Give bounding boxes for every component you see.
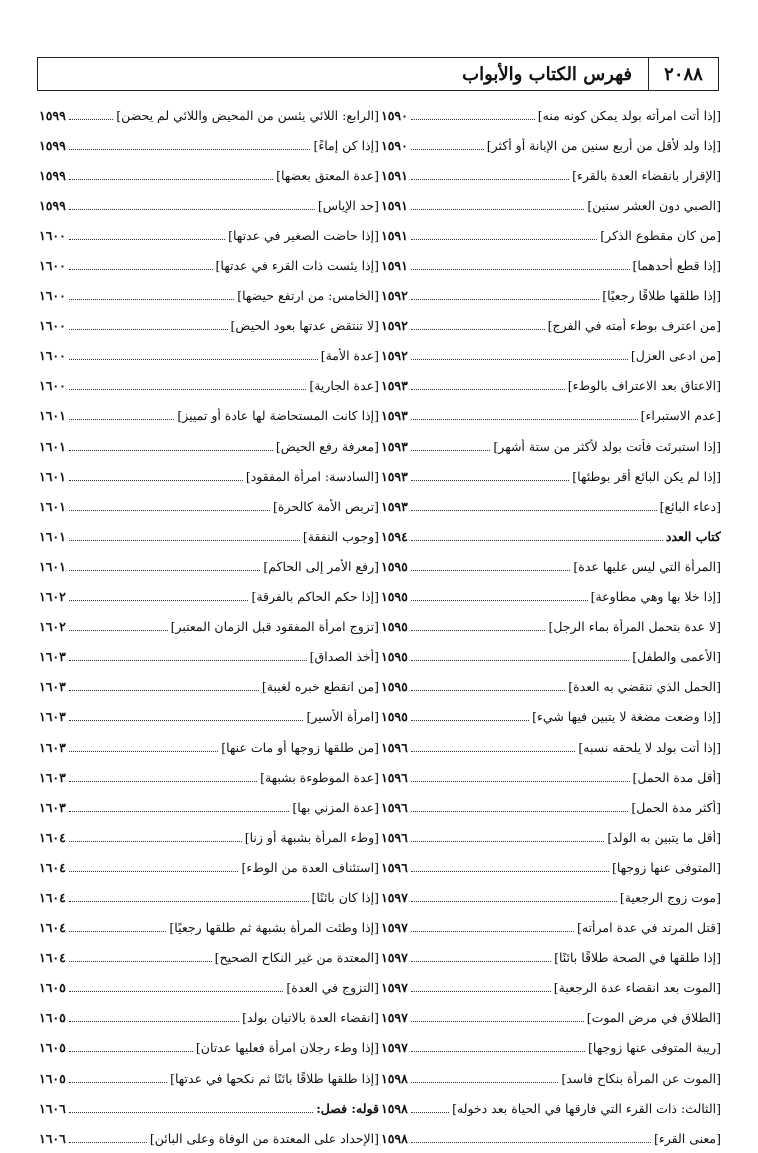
dot-leader [69,931,167,932]
dot-leader [411,480,569,481]
index-entry [381,461,721,491]
index-column-left [39,100,379,1146]
dot-leader [411,419,638,420]
dot-leader [411,961,551,962]
entry-page-number: ١٥٩٢ [381,348,408,364]
dot-leader [69,1021,239,1022]
index-entry [39,341,379,371]
entry-title: [الموت بعد انقضاء عدة الرجعية] [553,980,721,996]
entry-title: [من انقطع خبره لغيبة] [261,679,379,695]
entry-title: [إذا استبرئت فأتت بولد لأكثر من ستة أشهر] [493,438,721,454]
dot-leader [411,690,565,691]
dot-leader [69,359,318,360]
dot-leader [69,901,309,902]
index-column-right [381,100,721,1146]
dot-leader [69,480,243,481]
entry-page-number: ١٦٠١ [39,438,66,454]
entry-title: [الموت عن المرأة بنكاح فاسد] [561,1070,721,1086]
dot-leader [411,1142,651,1143]
entry-page-number: ١٦٠٥ [39,1070,66,1086]
dot-leader [69,781,257,782]
index-entry [39,913,379,943]
entry-title: [أقل مدة الحمل] [632,769,721,785]
dot-leader [69,660,307,661]
index-entry [39,491,379,521]
index-entry [381,521,721,551]
entry-page-number: ١٥٩٧ [381,950,408,966]
entry-title: [من ادعى العزل] [630,348,721,364]
dot-leader [411,901,617,902]
entry-title: [عدم الاستبراء] [640,408,721,424]
index-entry [381,1063,721,1093]
entry-page-number: ١٥٩٩ [39,167,66,183]
index-entry [39,1123,379,1153]
entry-title: [موت زوج الرجعية] [619,889,721,905]
entry-page-number: ١٦٠٣ [39,649,66,665]
index-entry [39,431,379,461]
dot-leader [69,149,311,150]
dot-leader [411,299,599,300]
index-entry [39,281,379,311]
index-entry [39,190,379,220]
index-entry [39,1003,379,1033]
index-entry [39,401,379,431]
dot-leader [411,811,628,812]
entry-title: [أخذ الصداق] [309,649,379,665]
entry-title: [إذا يئست ذات القرء في عدتها] [215,258,379,274]
index-entry [381,1033,721,1063]
dot-leader [69,600,249,601]
dot-leader [411,179,569,180]
dot-leader [411,119,535,120]
dot-leader [69,751,218,752]
dot-leader [69,1051,193,1052]
index-entry [381,1123,721,1153]
entry-title: [الحمل الذي تنقضي به العدة] [568,679,721,695]
index-entry [39,220,379,250]
index-entry [381,491,721,521]
index-entry [381,551,721,581]
entry-title: [السادسة: امرأة المفقود] [245,468,379,484]
entry-page-number: ١٦٠٣ [39,739,66,755]
dot-leader [411,239,597,240]
entry-page-number: ١٥٩٧ [381,920,408,936]
entry-page-number: ١٥٩٢ [381,288,408,304]
index-entry [381,943,721,973]
entry-page-number: ١٥٩٧ [381,1040,408,1056]
entry-title: [ريبة المتوفى عنها زوجها] [588,1040,721,1056]
entry-page-number: ١٦٠٢ [39,619,66,635]
index-entry [381,642,721,672]
dot-leader [69,299,234,300]
entry-page-number: ١٥٩١ [381,197,408,213]
entry-page-number: ١٥٩٩ [39,137,66,153]
entry-page-number: ١٥٩٦ [381,829,408,845]
entry-page-number: ١٦٠١ [39,558,66,574]
entry-page-number: ١٥٩٤ [381,528,408,544]
entry-title: [إذا وطئت المرأة بشبهة ثم طلقها رجعيًا] [169,920,379,936]
entry-page-number: ١٥٩٣ [381,438,408,454]
entry-page-number: ١٦٠٠ [39,318,66,334]
index-entry [39,1063,379,1093]
index-entry [39,852,379,882]
page-number: ٢٠٨٨ [648,58,718,90]
entry-page-number: ١٦٠٠ [39,348,66,364]
entry-title: [امرأة الأسير] [306,709,379,725]
entry-page-number: ١٥٩٦ [381,739,408,755]
dot-leader [411,751,576,752]
page-title: فهرس الكتاب والأبواب [462,63,632,85]
index-entry [39,943,379,973]
index-entry [381,130,721,160]
dot-leader [411,630,546,631]
dot-leader [411,720,529,721]
index-entry [381,672,721,702]
index-entry [381,341,721,371]
index-entry [381,882,721,912]
entry-title: [عدة الجارية] [309,378,379,394]
page-header [37,57,719,91]
entry-page-number: ١٥٩٢ [381,318,408,334]
entry-title: [إذا أتت امرأته بولد يمكن كونه منه] [537,107,721,123]
entry-title: [الخامس: من ارتفع حيضها] [237,288,379,304]
index-entry [381,762,721,792]
dot-leader [411,600,588,601]
entry-page-number: ١٦٠٥ [39,980,66,996]
entry-page-number: ١٥٩٥ [381,589,408,605]
index-entry [39,973,379,1003]
dot-leader [69,450,273,451]
entry-title: [إذا لم يكن البائع أقر بوطئها] [572,468,721,484]
dot-leader [69,570,260,571]
index-entry [381,973,721,1003]
dot-leader [411,149,484,150]
dot-leader [69,841,242,842]
index-entry [381,582,721,612]
dot-leader [411,991,551,992]
dot-leader [69,329,228,330]
entry-title: [الثالث: ذات القرء التي فارقها في الحياة بعد دخوله] [452,1100,721,1116]
entry-page-number: ١٦٠٤ [39,920,66,936]
entry-page-number: ١٦٠٣ [39,709,66,725]
index-entry [381,792,721,822]
entry-page-number: ١٥٩٠ [381,107,408,123]
entry-title: [إذا حكم الحاكم بالفرقة] [251,589,379,605]
entry-title: [حد الإياس] [317,197,379,213]
entry-page-number: ١٥٩٥ [381,558,408,574]
dot-leader [69,1112,313,1113]
entry-page-number: ١٥٩٧ [381,889,408,905]
entry-title: [قتل المرتد في عدة امرأته] [577,920,721,936]
entry-page-number: ١٥٩٣ [381,468,408,484]
entry-page-number: ١٦٠٠ [39,258,66,274]
index-entry [381,371,721,401]
entry-title: [معرفة رفع الحيض] [275,438,379,454]
dot-leader [69,119,113,120]
dot-leader [69,419,174,420]
dot-leader [69,179,273,180]
entry-title: [معنى القرء] [653,1130,721,1146]
entry-title: [الصبي دون العشر سنين] [587,197,721,213]
index-entry [39,582,379,612]
entry-page-number: ١٥٩٦ [381,859,408,875]
entry-title: قوله: فصل: [316,1100,379,1116]
dot-leader [411,1082,559,1083]
index-entry [381,311,721,341]
entry-title: [تزوج امرأة المفقود قبل الزمان المعتبر] [170,619,379,635]
entry-title: [إذا كن إماءً] [313,137,379,153]
dot-leader [69,1142,147,1143]
dot-leader [69,630,168,631]
entry-title: [وطء المرأة بشبهة أو زنا] [244,829,379,845]
entry-title: [إذا كانت المستحاضة لها عادة أو تمييز] [177,408,379,424]
entry-page-number: ١٦٠٠ [39,378,66,394]
entry-title: [وجوب النفقة] [302,528,379,544]
dot-leader [69,209,315,210]
entry-page-number: ١٥٩٧ [381,980,408,996]
index-entry [381,913,721,943]
entry-page-number: ١٦٠٥ [39,1010,66,1026]
index-entry [39,612,379,642]
dot-leader [411,269,630,270]
dot-leader [411,841,604,842]
entry-title: [إذا خلا بها وهي مطاوعة] [590,589,721,605]
entry-page-number: ١٦٠٤ [39,829,66,845]
index-entry [381,1003,721,1033]
entry-title: [رفع الأمر إلى الحاكم] [263,558,379,574]
index-entry [381,612,721,642]
index-entry [39,551,379,581]
index-entry [381,160,721,190]
entry-title: [إذا وضعت مضغة لا يتبين فيها شيء] [532,709,721,725]
dot-leader [69,811,290,812]
entry-page-number: ١٥٩٦ [381,799,408,815]
index-entry [39,702,379,732]
entry-page-number: ١٦٠١ [39,468,66,484]
dot-leader [411,329,545,330]
dot-leader [411,871,609,872]
entry-title: [الإحداد على المعتدة من الوفاة وعلى البائن] [149,1130,379,1146]
entry-page-number: ١٥٩٥ [381,679,408,695]
index-entry [39,311,379,341]
entry-title: [الإقرار بانقضاء العدة بالقرء] [572,167,721,183]
index-entry [381,732,721,762]
entry-page-number: ١٥٩٧ [381,1010,408,1026]
index-entry [39,732,379,762]
entry-title: [الأعمى والطفل] [632,649,721,665]
entry-page-number: ١٥٩٩ [39,197,66,213]
entry-title: [أكثر مدة الحمل] [631,799,721,815]
dot-leader [411,931,574,932]
index-entry [39,672,379,702]
entry-page-number: ١٦٠٣ [39,769,66,785]
entry-page-number: ١٥٩١ [381,167,408,183]
index-entry [381,250,721,280]
dot-leader [69,720,304,721]
entry-page-number: ١٦٠٤ [39,950,66,966]
dot-leader [411,540,663,541]
entry-title: [إذا أتت بولد لا يلحقه نسبه] [578,739,721,755]
entry-page-number: ١٦٠١ [39,498,66,514]
entry-page-number: ١٥٩٥ [381,709,408,725]
entry-page-number: ١٥٩٣ [381,378,408,394]
dot-leader [411,510,657,511]
entry-page-number: ١٦٠٥ [39,1040,66,1056]
entry-title: [عدة المعتق بعضها] [276,167,379,183]
entry-title: [عدة الأمة] [320,348,379,364]
entry-title: [الطلاق في مرض الموت] [586,1010,721,1026]
entry-title: [الاعتاق بعد الاعتراف بالوطء] [567,378,721,394]
index-entry [39,1033,379,1063]
entry-page-number: ١٦٠٦ [39,1130,66,1146]
entry-page-number: ١٦٠٤ [39,889,66,905]
dot-leader [69,1082,167,1083]
dot-leader [411,570,571,571]
index-entry [381,220,721,250]
index-entry [39,100,379,130]
dot-leader [411,1021,584,1022]
entry-page-number: ١٦٠٣ [39,799,66,815]
dot-leader [411,359,628,360]
entry-page-number: ١٦٠١ [39,408,66,424]
dot-leader [411,1051,585,1052]
entry-page-number: ١٥٩٨ [381,1130,408,1146]
dot-leader [69,239,225,240]
entry-title: [عدة المزني بها] [292,799,379,815]
dot-leader [69,961,212,962]
index-entry [39,792,379,822]
entry-page-number: ١٥٩١ [381,258,408,274]
index-entry [39,461,379,491]
entry-page-number: ١٦٠٠ [39,288,66,304]
index-entry [381,190,721,220]
index-entry [39,130,379,160]
entry-page-number: ١٥٩٠ [381,137,408,153]
dot-leader [411,389,565,390]
entry-page-number: ١٥٩٣ [381,498,408,514]
entry-page-number: ١٥٩٨ [381,1070,408,1086]
entry-page-number: ١٥٩٨ [381,1100,408,1116]
entry-page-number: ١٦٠٤ [39,859,66,875]
entry-title: [إذا وطء رجلان امرأة فعليها عدتان] [195,1040,379,1056]
entry-page-number: ١٥٩٦ [381,769,408,785]
entry-title: [استئناف العدة من الوطء] [241,859,379,875]
entry-page-number: ١٦٠٦ [39,1100,66,1116]
dot-leader [411,781,630,782]
dot-leader [69,871,239,872]
index-entry [39,822,379,852]
entry-page-number: ١٦٠٠ [39,227,66,243]
dot-leader [69,389,306,390]
entry-page-number: ١٥٩٣ [381,408,408,424]
dot-leader [69,510,270,511]
index-entry [39,642,379,672]
entry-title: [الرابع: اللائي يئسن من المحيض واللائي لم يحضن] [116,107,379,123]
dot-leader [69,991,284,992]
index-entry [381,702,721,732]
entry-title: [لا عدة بتحمل المرأة بماء الرجل] [548,619,721,635]
dot-leader [411,1112,449,1113]
entry-title: [إذا طلقها طلاقًا بائنًا ثم نكحها في عدتها] [170,1070,379,1086]
entry-page-number: ١٥٩٥ [381,619,408,635]
index-entry [39,521,379,551]
index-entry [39,250,379,280]
entry-title: كتاب العدد [665,528,721,544]
index-entry [39,1093,379,1123]
entry-title: [من كان مقطوع الذكر] [600,227,721,243]
index-entry [381,431,721,461]
dot-leader [411,209,584,210]
entry-title: [أقل ما يتبين به الولد] [607,829,721,845]
entry-page-number: ١٦٠١ [39,528,66,544]
index-entry [381,822,721,852]
dot-leader [69,690,259,691]
index-entry [381,1093,721,1123]
entry-title: [إذا حاضت الصغير في عدتها] [228,227,379,243]
entry-page-number: ١٦٠٢ [39,589,66,605]
entry-title: [المتوفى عنها زوجها] [611,859,721,875]
entry-title: [إذا ولد لأقل من أربع سنين من الإبانة أو أكثر] [486,137,721,153]
entry-page-number: ١٥٩١ [381,227,408,243]
index-entry [381,401,721,431]
entry-title: [المرأة التي ليس عليها عدة] [573,558,721,574]
index-entry [39,762,379,792]
index-entry [381,281,721,311]
dot-leader [411,450,491,451]
entry-page-number: ١٦٠٣ [39,679,66,695]
dot-leader [69,269,213,270]
dot-leader [69,540,300,541]
entry-page-number: ١٥٩٩ [39,107,66,123]
entry-title: [إذا طلقها في الصحة طلاقًا بائنًا] [554,950,721,966]
entry-title: [من طلقها زوجها أو مات عنها] [221,739,379,755]
index-entry [381,100,721,130]
entry-title: [انقضاء العدة بالاتيان بولد] [242,1010,379,1026]
entry-page-number: ١٥٩٥ [381,649,408,665]
entry-title: [لا تنتقض عدتها بعود الحيض] [230,318,379,334]
index-entry [39,371,379,401]
entry-title: [دعاء البائع] [659,498,721,514]
entry-title: [المعتدة من غير النكاح الصحيح] [214,950,379,966]
entry-title: [إذا كان بائنًا] [311,889,379,905]
entry-title: [التزوج في العدة] [286,980,379,996]
index-entry [381,852,721,882]
entry-title: [إذا طلقها طلاقًا رجعيًا] [602,288,721,304]
entry-title: [من اعترف بوطء أمته في الفرج] [547,318,721,334]
index-entry [39,160,379,190]
entry-title: [إذا قطع أحدهما] [632,258,721,274]
entry-title: [عدة الموطوءة بشبهة] [260,769,379,785]
index-entry [39,882,379,912]
dot-leader [411,660,629,661]
entry-title: [تربص الأمة كالحرة] [273,498,379,514]
